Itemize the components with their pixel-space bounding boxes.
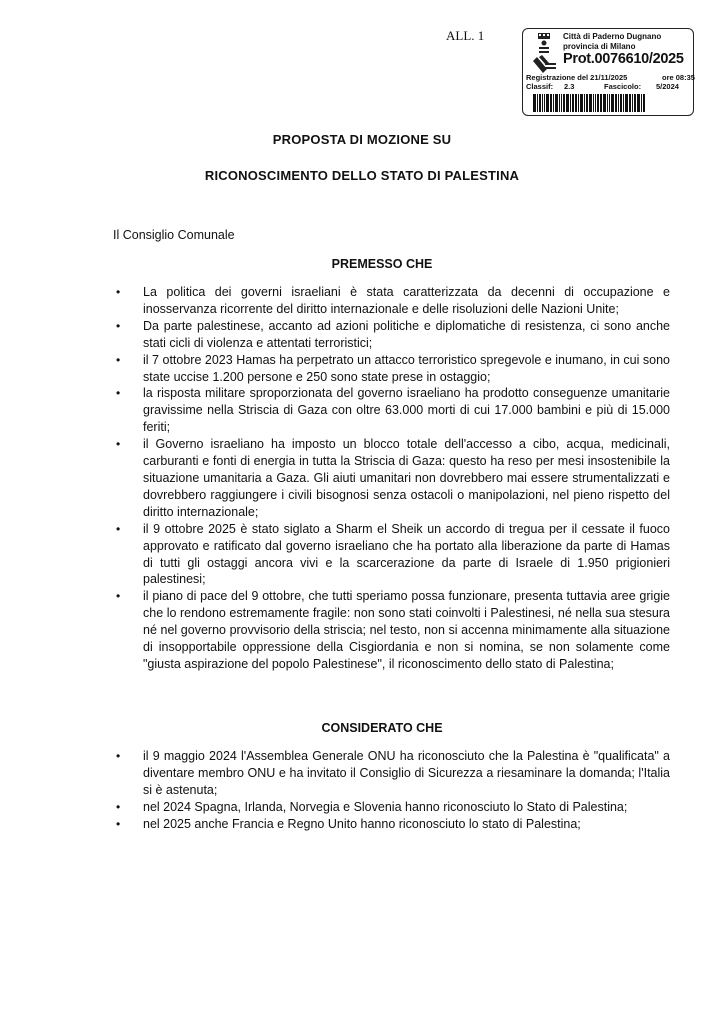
barcode-bar [575,94,577,112]
list-item: • il 9 ottobre 2025 è stato siglato a Sharm el Sheik un accordo di tregua per il cessate il fuoco approvato e ratificato dal governo israeliano che ha portato alla liberazione da parte di Hamas di tutti gli ostaggi ancora vivi e la scarcerazione da parte di Israele di 1.950 prigionieri palestinesi; [113,521,670,589]
barcode-bar [570,94,571,112]
barcode-bar [634,94,636,112]
barcode-bar [603,94,606,112]
file-value: 5/2024 [656,82,679,91]
document-title-line2: RICONOSCIMENTO DELLO STATO DI PALESTINA [204,168,520,183]
barcode-bar [623,94,624,112]
barcode-bar [586,94,588,112]
classification-value: 2.3 [564,82,575,91]
list-item: • il 7 ottobre 2023 Hamas ha perpetrato un attacco terroristico spregevole e inumano, in cui sono state uccise 1.200 persone e 250 sono state prese in ostaggio; [113,352,670,386]
list-item: • nel 2025 anche Francia e Regno Unito hanno riconosciuto lo stato di Palestina; [113,816,670,833]
barcode-bar [578,94,579,112]
stamp-province: provincia di Milano [563,42,636,51]
barcode-bar [537,94,538,112]
section-heading-considerato: CONSIDERATO CHE [321,721,443,735]
barcode-bar [593,94,594,112]
barcode-bar [559,94,560,112]
municipal-crest-icon [531,33,557,75]
list-item: • il Governo israeliano ha imposto un blocco totale dell'accesso a cibo, acqua, medicinali, carburanti e fonti di energia in tutta la Striscia di Gaza: questo ha reso per mesi insostenibile la situazione umanitaria a Gaza. Gli aiuti umanitari non dovrebbero mai essere strumentalizzati e dovrebbero raggiungere i civili bisognosi senza ostacoli o manipolazioni, nel pieno rispetto del diritto internazionale; [113,436,670,521]
barcode-bar [600,94,602,112]
barcode-bar [615,94,617,112]
list-item: • il 9 maggio 2024 l'Assemblea Generale ONU ha riconosciuto che la Palestina è "qualificata" a diventare membro ONU e ha invitato il Consiglio di Sicurezza a riesaminare la domanda; l'Italia si è astenuta; [113,748,670,799]
barcode-bar [572,94,574,112]
registration-date: Registrazione del 21/11/2025 [526,73,628,82]
intro-text: Il Consiglio Comunale [113,228,235,242]
barcode-bar [580,94,583,112]
barcode-bar [618,94,619,112]
stamp-city: Città di Paderno Dugnano [563,32,662,41]
list-item: • il piano di pace del 9 ottobre, che tutti speriamo possa funzionare, presenta tuttavia aree grigie che lo rendono estremamente fragile: non sono stati coinvolti i Palestinesi, né nella sua stesura né nel governo provvisorio della striscia; nel testo, non si accenna minimamente alla situazione di insopportabile oppressione della Cisgiordania e non si nomina, se non solamente come "giusta aspirazione del popolo Palestinese", il riconoscimento dello stato di Palestina; [113,588,670,673]
premesso-list [113,284,670,673]
barcode-bar [641,94,642,112]
registration-line [526,73,695,82]
barcode-bar [611,94,614,112]
barcode-icon [533,94,683,112]
barcode-bar [566,94,569,112]
considerato-list [113,748,670,833]
barcode-bar [643,94,645,112]
barcode-bar [546,94,549,112]
list-item: • nel 2024 Spagna, Irlanda, Norvegia e Slovenia hanno riconosciuto lo Stato di Palestina; [113,799,670,816]
barcode-bar [584,94,585,112]
attachment-label: ALL. 1 [446,28,485,43]
barcode-bar [542,94,543,112]
barcode-bar [609,94,610,112]
section-heading-premesso: PREMESSO CHE [331,257,433,271]
barcode-bar [607,94,608,112]
barcode-bar [589,94,592,112]
document-title-line1: PROPOSTA DI MOZIONE SU [272,132,452,147]
barcode-bar [563,94,565,112]
barcode-bar [597,94,599,112]
barcode-bar [620,94,622,112]
list-item: • Da parte palestinese, accanto ad azioni politiche e diplomatiche di resistenza, ci sono anche stati cicli di violenza e attentati terroristici; [113,318,670,352]
protocol-stamp [522,28,694,116]
barcode-bar [561,94,562,112]
barcode-bar [637,94,640,112]
barcode-bar [629,94,631,112]
barcode-bar [625,94,628,112]
barcode-bar [539,94,541,112]
barcode-bar [595,94,596,112]
registration-time: ore 08:35 [662,73,695,82]
barcode-bar [544,94,545,112]
list-item: • La politica dei governi israeliani è stata caratterizzata da decenni di occupazione e inosservanza ricorrente del diritto internazionale e delle risoluzioni delle Nazioni Unite; [113,284,670,318]
classification-label: Classif: [526,82,554,91]
barcode-bar [555,94,558,112]
barcode-bar [550,94,552,112]
protocol-number: Prot.0076610/2025 [563,51,684,67]
barcode-bar [553,94,554,112]
barcode-bar [533,94,536,112]
barcode-bar [632,94,633,112]
file-label: Fascicolo: [604,82,642,91]
list-item: • la risposta militare sproporzionata del governo israeliano ha prodotto conseguenze umanitarie gravissime nella Striscia di Gaza con oltre 63.000 morti di cui 17.000 bambini e più di 15.000 feriti; [113,385,670,436]
